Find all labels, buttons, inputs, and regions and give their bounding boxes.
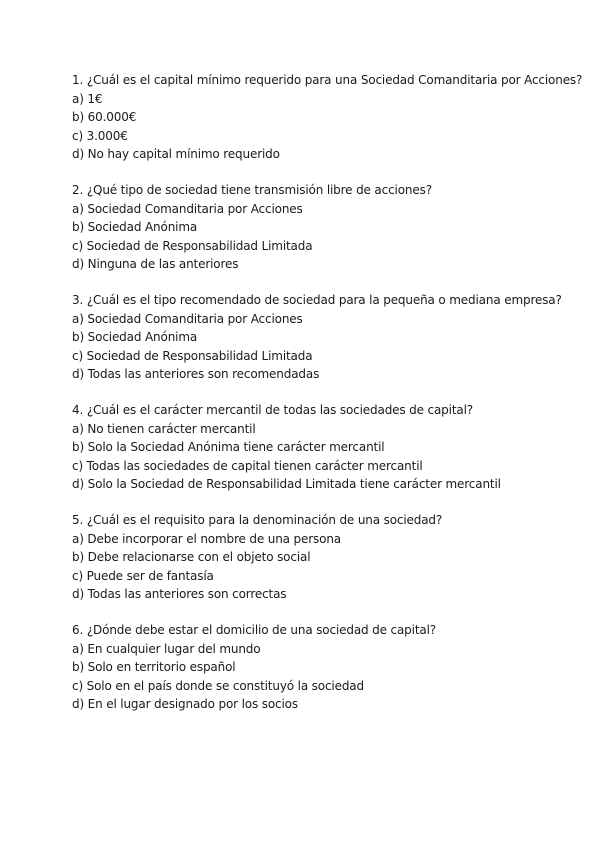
answer-option: c) Sociedad de Responsabilidad Limitada bbox=[72, 238, 313, 253]
answer-option: b) Debe relacionarse con el objeto social bbox=[72, 550, 311, 564]
question-5 bbox=[72, 511, 572, 604]
answer-option: b) Sociedad Anónima bbox=[72, 220, 198, 234]
question-text: 6. ¿Dónde debe estar el domicilio de una sociedad de capital? bbox=[72, 623, 436, 637]
answer-option: b) Solo la Sociedad Anónima tiene carácter mercantil bbox=[72, 440, 385, 454]
answer-option: d) Ninguna de las anteriores bbox=[72, 257, 239, 271]
question-3 bbox=[72, 291, 572, 384]
answer-option: d) No hay capital mínimo requerido bbox=[72, 147, 280, 161]
answer-option: d) En el lugar designado por los socios bbox=[72, 697, 298, 711]
answer-option: a) No tienen carácter mercantil bbox=[72, 421, 256, 436]
answer-option: a) En cualquier lugar del mundo bbox=[72, 641, 261, 656]
answer-option: b) Sociedad Anónima bbox=[72, 330, 198, 344]
answer-option: a) 1€ bbox=[72, 91, 103, 106]
answer-option: a) Sociedad Comanditaria por Acciones bbox=[72, 311, 303, 326]
answer-option: c) Sociedad de Responsabilidad Limitada bbox=[72, 348, 313, 363]
answer-option: c) Todas las sociedades de capital tienen carácter mercantil bbox=[72, 458, 423, 473]
question-2 bbox=[72, 181, 572, 274]
answer-option: a) Debe incorporar el nombre de una persona bbox=[72, 531, 341, 546]
answer-option: a) Sociedad Comanditaria por Acciones bbox=[72, 201, 303, 216]
answer-option: c) 3.000€ bbox=[72, 128, 128, 143]
answer-option: c) Puede ser de fantasía bbox=[72, 568, 214, 583]
document-page bbox=[72, 71, 583, 731]
answer-option: d) Solo la Sociedad de Responsabilidad Limitada tiene carácter mercantil bbox=[72, 477, 501, 491]
question-text: 4. ¿Cuál es el carácter mercantil de todas las sociedades de capital? bbox=[72, 403, 473, 417]
answer-option: b) 60.000€ bbox=[72, 110, 137, 124]
question-text: 2. ¿Qué tipo de sociedad tiene transmisión libre de acciones? bbox=[72, 183, 432, 197]
answer-option: d) Todas las anteriores son correctas bbox=[72, 587, 287, 601]
question-1 bbox=[72, 71, 583, 164]
answer-option: d) Todas las anteriores son recomendadas bbox=[72, 367, 320, 381]
question-text: 3. ¿Cuál es el tipo recomendado de sociedad para la pequeña o mediana empresa? bbox=[72, 293, 562, 307]
question-text: 1. ¿Cuál es el capital mínimo requerido para una Sociedad Comanditaria por Acciones? bbox=[72, 73, 583, 87]
answer-option: b) Solo en territorio español bbox=[72, 660, 236, 674]
answer-option: c) Solo en el país donde se constituyó la sociedad bbox=[72, 678, 364, 693]
question-4 bbox=[72, 401, 572, 494]
question-6 bbox=[72, 621, 572, 714]
question-text: 5. ¿Cuál es el requisito para la denominación de una sociedad? bbox=[72, 513, 443, 527]
